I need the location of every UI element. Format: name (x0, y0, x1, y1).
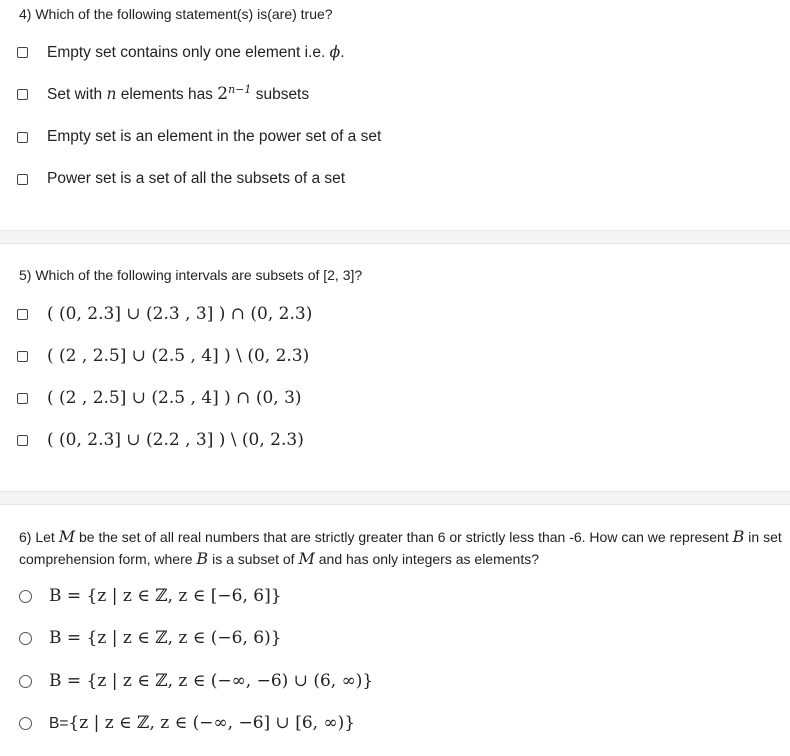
q6-option-c[interactable] (17, 670, 373, 692)
question-4-text: 4) Which of the following statement(s) is(are) true? (19, 6, 333, 22)
checkbox[interactable] (17, 393, 28, 404)
option-label: B = {z | z ∈ ℤ, z ∈ (−6, 6)} (49, 628, 282, 648)
checkbox[interactable] (17, 89, 28, 100)
question-6-line-2: comprehension form, where B is a subset of M and has only integers as elements? (19, 549, 539, 568)
q5-option-b[interactable] (17, 345, 309, 367)
q6-option-d[interactable] (17, 712, 355, 734)
option-label: B = {z | z ∈ ℤ, z ∈ (−∞, −6) ∪ (6, ∞)} (49, 671, 374, 691)
question-6-line-1: 6) Let M be the set of all real numbers that are strictly greater than 6 or strictly less than -6. How can we represent B in set (19, 527, 782, 546)
section-divider (0, 230, 790, 244)
option-label: B = {z | z ∈ ℤ, z ∈ [−6, 6]} (49, 586, 282, 606)
option-label: B={z | z ∈ ℤ, z ∈ (−∞, −6] ∪ [6, ∞)} (49, 713, 356, 733)
q6-option-b[interactable] (17, 627, 282, 649)
option-label: ( (2 , 2.5] ∪ (2.5 , 4] ) \ (0, 2.3) (47, 346, 310, 366)
q6-option-a[interactable] (17, 585, 282, 607)
option-label: Power set is a set of all the subsets of a set (47, 170, 346, 187)
radio-button[interactable] (19, 590, 32, 603)
checkbox[interactable] (17, 47, 28, 58)
radio-button[interactable] (19, 632, 32, 645)
checkbox[interactable] (17, 435, 28, 446)
checkbox[interactable] (17, 174, 28, 185)
q5-option-a[interactable] (17, 303, 312, 325)
option-label: Empty set contains only one element i.e. ϕ. (47, 42, 345, 61)
option-label: Set with n elements has $2^{n-1}$ subsets (47, 83, 310, 105)
section-divider (0, 491, 790, 505)
option-label: Empty set is an element in the power set of a set (47, 128, 382, 145)
radio-button[interactable] (19, 717, 32, 730)
checkbox[interactable] (17, 351, 28, 362)
question-5-text: 5) Which of the following intervals are subsets of [2, 3]? (19, 267, 363, 283)
q4-option-b[interactable] (17, 83, 309, 105)
checkbox[interactable] (17, 132, 28, 143)
q4-option-d[interactable] (17, 168, 345, 190)
option-label: ( (0, 2.3] ∪ (2.3 , 3] ) ∩ (0, 2.3) (47, 304, 313, 324)
option-label: ( (2 , 2.5] ∪ (2.5 , 4] ) ∩ (0, 3) (47, 388, 302, 408)
q5-option-d[interactable] (17, 429, 304, 451)
q4-option-c[interactable] (17, 126, 381, 148)
question-6-text (19, 526, 789, 570)
checkbox[interactable] (17, 309, 28, 320)
q5-option-c[interactable] (17, 387, 302, 409)
radio-button[interactable] (19, 675, 32, 688)
q4-option-a[interactable] (17, 41, 345, 63)
option-label: ( (0, 2.3] ∪ (2.2 , 3] ) \ (0, 2.3) (47, 430, 304, 450)
